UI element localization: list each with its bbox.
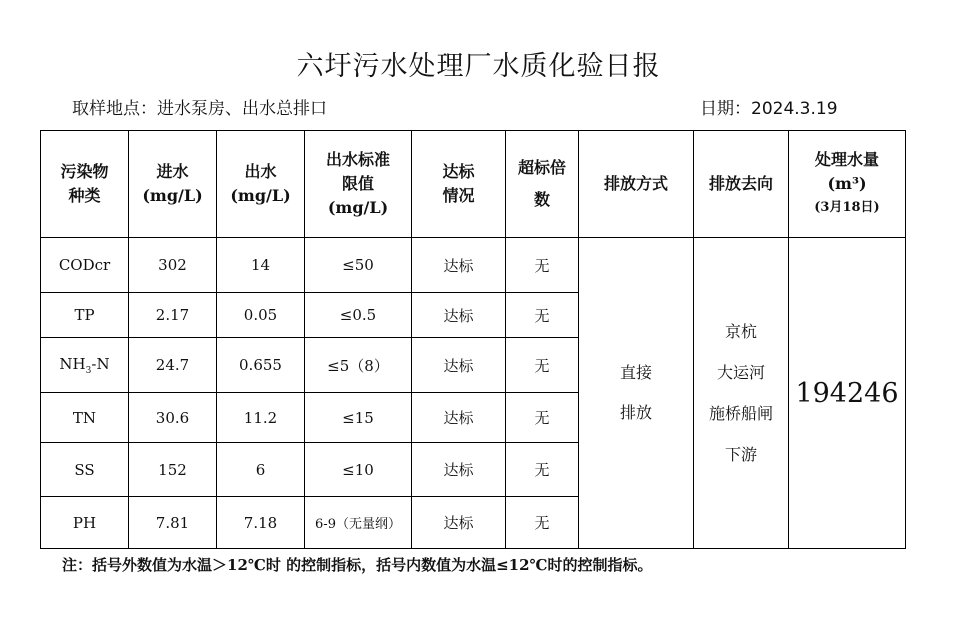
- outflow-value: 14: [217, 238, 305, 293]
- standard-value: ≤10: [305, 443, 412, 497]
- status-value: 达标: [412, 443, 506, 497]
- inflow-value: 7.81: [129, 497, 217, 549]
- header-exceed: 超标倍 数: [506, 131, 579, 238]
- report-date: 日期：2024.3.19: [700, 99, 838, 119]
- header-discharge-destination: 排放去向: [694, 131, 789, 238]
- header-pollutant: 污染物 种类: [41, 131, 129, 238]
- header-inflow: 进水 (mg/L): [129, 131, 217, 238]
- exceed-value: 无: [506, 443, 579, 497]
- table-row: [41, 238, 906, 293]
- water-quality-table: [40, 130, 906, 549]
- pollutant-name: TN: [41, 393, 129, 443]
- status-value: 达标: [412, 338, 506, 393]
- inflow-value: 2.17: [129, 293, 217, 338]
- inflow-value: 30.6: [129, 393, 217, 443]
- standard-value: ≤0.5: [305, 293, 412, 338]
- pollutant-name: CODcr: [41, 238, 129, 293]
- outflow-value: 0.05: [217, 293, 305, 338]
- pollutant-name: $NH_3-N$: [41, 338, 129, 393]
- pollutant-name: TP: [41, 293, 129, 338]
- exceed-value: 无: [506, 497, 579, 549]
- status-value: 达标: [412, 393, 506, 443]
- discharge-method-cell: 直接 排放: [579, 238, 694, 549]
- status-value: 达标: [412, 497, 506, 549]
- outflow-value: 11.2: [217, 393, 305, 443]
- outflow-value: 6: [217, 443, 305, 497]
- exceed-value: 无: [506, 338, 579, 393]
- exceed-value: 无: [506, 393, 579, 443]
- inflow-value: 302: [129, 238, 217, 293]
- header-discharge-method: 排放方式: [579, 131, 694, 238]
- header-standard: 出水标准 限值 (mg/L): [305, 131, 412, 238]
- standard-value: 6-9（无量纲）: [305, 497, 412, 549]
- exceed-value: 无: [506, 238, 579, 293]
- pollutant-name: SS: [41, 443, 129, 497]
- header-row: [41, 131, 906, 238]
- standard-value: ≤15: [305, 393, 412, 443]
- sampling-location: 取样地点：进水泵房、出水总排口: [72, 99, 327, 119]
- standard-value: ≤50: [305, 238, 412, 293]
- standard-value: ≤5（8）: [305, 338, 412, 393]
- header-compliance: 达标 情况: [412, 131, 506, 238]
- header-volume: 处理水量 (m³) (3月18日): [789, 131, 906, 238]
- report-title: 六圩污水处理厂水质化验日报: [296, 51, 661, 82]
- header-outflow: 出水 (mg/L): [217, 131, 305, 238]
- inflow-value: 24.7: [129, 338, 217, 393]
- pollutant-name: PH: [41, 497, 129, 549]
- status-value: 达标: [412, 238, 506, 293]
- outflow-value: 0.655: [217, 338, 305, 393]
- discharge-destination-cell: 京杭 大运河 施桥船闸 下游: [694, 238, 789, 549]
- status-value: 达标: [412, 293, 506, 338]
- footnote: 注：括号外数值为水温＞12℃时 的控制指标，括号内数值为水温≤12℃时的控制指标。: [62, 556, 653, 574]
- exceed-value: 无: [506, 293, 579, 338]
- inflow-value: 152: [129, 443, 217, 497]
- outflow-value: 7.18: [217, 497, 305, 549]
- treated-volume: 194246: [789, 238, 906, 549]
